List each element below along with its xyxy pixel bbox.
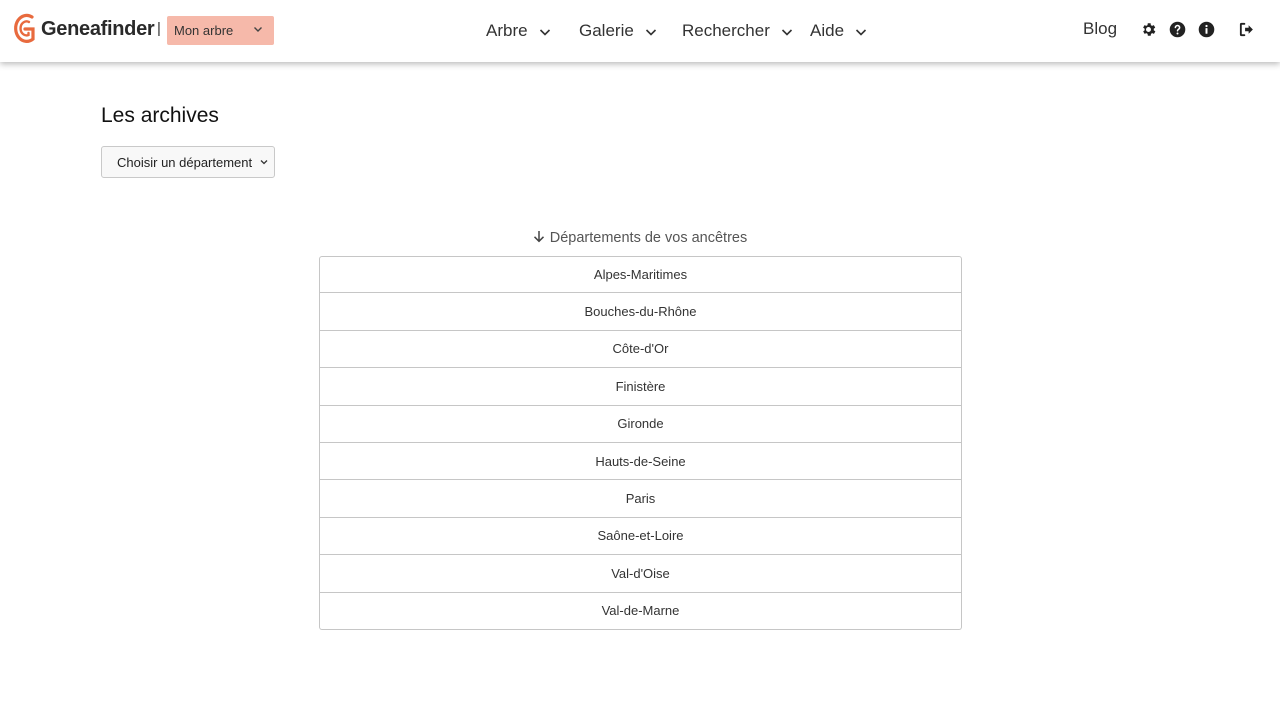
nav-arbre[interactable] xyxy=(486,18,552,44)
nav-label: Aide xyxy=(810,21,845,40)
nav-galerie[interactable] xyxy=(579,18,658,44)
brand-separator: | xyxy=(157,20,161,37)
logout-icon[interactable] xyxy=(1238,21,1255,38)
nav-label: Galerie xyxy=(579,21,634,40)
arrow-down-icon xyxy=(533,230,545,243)
departments-list xyxy=(319,256,962,630)
department-item[interactable]: Gironde xyxy=(319,406,962,443)
brand-logo[interactable] xyxy=(12,11,154,47)
tree-select-value: Mon arbre xyxy=(174,23,234,38)
tree-select[interactable] xyxy=(167,16,274,45)
top-header xyxy=(0,0,1280,62)
info-icon[interactable] xyxy=(1198,21,1215,38)
chevron-down-icon xyxy=(854,25,868,39)
chevron-down-icon xyxy=(538,25,552,39)
geneafinder-logo-icon xyxy=(12,11,38,47)
departments-heading xyxy=(0,230,1280,246)
department-select-value: Choisir un département xyxy=(117,154,253,170)
department-select[interactable] xyxy=(101,146,275,178)
department-item[interactable]: Finistère xyxy=(319,368,962,405)
nav-label: Rechercher xyxy=(682,21,770,40)
nav-rechercher[interactable] xyxy=(682,18,794,44)
nav-aide[interactable] xyxy=(810,18,868,44)
department-item[interactable]: Val-de-Marne xyxy=(319,593,962,630)
blog-link[interactable]: Blog xyxy=(1083,19,1118,38)
brand-name: Geneafinder xyxy=(41,17,155,40)
department-item[interactable]: Alpes-Maritimes xyxy=(319,256,962,293)
nav-label: Arbre xyxy=(486,21,528,40)
department-item[interactable]: Côte-d'Or xyxy=(319,331,962,368)
department-item[interactable]: Bouches-du-Rhône xyxy=(319,293,962,330)
chevron-down-icon xyxy=(780,25,794,39)
departments-heading-text: Départements de vos ancêtres xyxy=(549,230,748,246)
department-item[interactable]: Paris xyxy=(319,480,962,517)
department-item[interactable]: Val-d'Oise xyxy=(319,555,962,592)
department-item[interactable]: Saône-et-Loire xyxy=(319,518,962,555)
chevron-down-icon xyxy=(252,23,264,35)
chevron-down-icon xyxy=(644,25,658,39)
gear-icon[interactable] xyxy=(1140,21,1157,38)
chevron-down-icon xyxy=(259,157,269,167)
department-item[interactable]: Hauts-de-Seine xyxy=(319,443,962,480)
help-icon[interactable] xyxy=(1169,21,1186,38)
page-title: Les archives xyxy=(101,104,219,127)
